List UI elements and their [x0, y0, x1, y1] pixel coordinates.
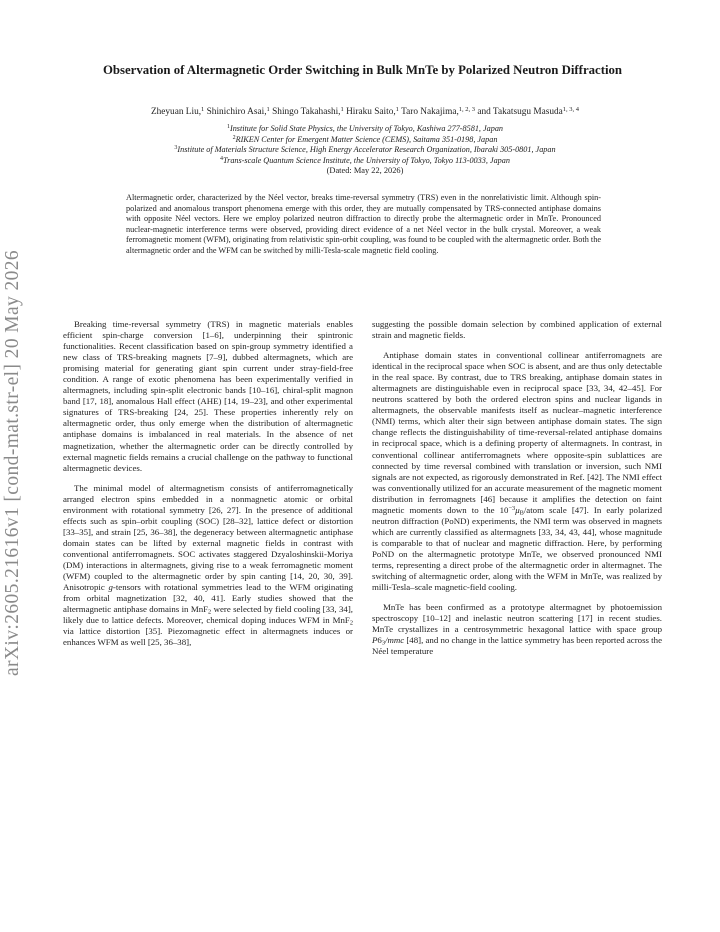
author-affiliation-marker: 1, 3, 4 — [562, 106, 580, 113]
author-affiliation-marker: 1, 2, 3 — [458, 106, 476, 113]
math-symbol: P — [372, 635, 378, 646]
text-run: /atom scale [47]. In early polarized neutron diffraction (PoND) experiments, the NMI term was observed in magnets which are currently classified as altermagnets [33, 34, 43, 44], whose magnitude is comparable to that of nuclear and magnetic diffraction. Here, by performing PoND on the altermagnetic prototype MnTe, we observed pronounced NMI terms, representing a direct probe of the altermagnetic order in altermagnet. The switching of altermagnetic order, along with the WFM in MnTe, was realized by milli-Tesla–scale magnetic-field cooling. — [372, 504, 662, 593]
affiliation-text: Institute of Materials Structure Science, High Energy Accelerator Research Organization, Ibaraki 305-0801, Japan — [177, 145, 556, 155]
author-name: Hiraku Saito, — [343, 107, 396, 117]
paper-title: Observation of Altermagnetic Order Switching in Bulk MnTe by Polarized Neutron Diffraction — [102, 63, 623, 77]
math-symbol: g — [108, 582, 113, 593]
text-run: -tensors with rotational symmetries lead to the WFM originating from orbital magnetization [32, 40, 41]. Early studies showed that the altermagnetic antiphase domains in MnF — [63, 582, 353, 615]
author-affiliation-marker: 1 — [201, 106, 205, 113]
paragraph — [372, 602, 662, 657]
text-run: MnTe has been confirmed as a prototype altermagnet by photoemission spectroscopy [10–12] and inelastic neutron scattering [17] in recent studies. MnTe crystallizes in a centrosymmetric hexagonal lattice with space group — [372, 602, 662, 635]
author-name: and Takatsugu Masuda — [475, 107, 563, 117]
author-list — [30, 106, 700, 118]
subscript: 3 — [381, 639, 385, 647]
affiliation-list — [30, 124, 700, 177]
abstract: Altermagnetic order, characterized by the Néel vector, breaks time-reversal symmetry (TRS) even in the nonrelativistic limit. Although spin-polarized and anomalous transport phenomena emerge with this order, they are mutually compensated by TRS-connected antiphase domains with opposite Néel vectors. Here we employ polarized neutron diffraction to directly probe the altermagnetic order in MnTe. Pronounced nuclear-magnetic interference terms were observed, providing direct evidence of a net Néel vector in the bulk crystal. Moreover, a weak ferromagnetic moment (WFM), originating from relativistic spin-orbit coupling, was found to be coupled with the altermagnetic order. Both the altermagnetic order and the WFM can be switched by milli-Tesla-scale magnetic field cooling. — [126, 193, 601, 255]
affiliation-number: 2 — [232, 134, 236, 141]
text-run: via lattice distortion [35]. Piezomagnetic effect in altermagnets induces or enhances WFM as well [25, 36–38], — [63, 626, 353, 648]
paragraph-continuation: suggesting the possible domain selection by combined application of external strain and magnetic fields. — [372, 319, 662, 341]
paragraph: Breaking time-reversal symmetry (TRS) in magnetic materials enables efficient spin-charge conversion [1–6], underpinning their spintronic functionalities. Recent classification based on spin-group symmetry identified a new class of TRS-breaking magnets [7–9], dubbed altermagnets, which are promising material for generating giant spin current under stray-field-free condition. A range of exotic phenomena has been experimentally verified in altermagnets, including spin-split electronic bands [10–16], chiral-split magnon band [17, 18], anomalous Hall effect (AHE) [14, 19–23], and other experimental signatures of TRS-breaking [24, 25]. These properties inherently rely on altermagnetic order, thus only emerge when the distribution of altermagnetic antiphase domains is imbalanced in real materials. In the absence of net magnetization, whether the altermagnetic order can be directly controlled by external magnetic fields remains a crucial challenge on the pathway to functional altermagnetic devices. — [63, 319, 353, 473]
author-name: Zheyuan Liu, — [150, 107, 202, 117]
author-name: Shinichiro Asai, — [204, 107, 267, 117]
date-line: (Dated: May 22, 2026) — [326, 166, 404, 176]
affiliation-number: 3 — [174, 145, 178, 152]
subscript: 2 — [208, 608, 212, 616]
affiliation-3 — [30, 145, 700, 156]
text-run: Antiphase domain states in conventional collinear antiferromagnets are identical in the reciprocal space when SOC is absent, and are thus only detectable in the real space. By contrast, due to TRS breaking, antiphase domain states in altermagnets are distinguishable even in reciprocal space [33, 34, 42–45]. For neutrons scattered by both the ordered electron spins and nuclear ligands in altermagnets, the observable manifests itself as nuclear–magnetic interference (NMI) terms, which alter their sign between antiphase domain states. The sign change reflects the distinguishability of time-reversal-related antiphase domains in reciprocal space, which is a defining property of altermagnets. In contrast, in conventional collinear antiferromagnets where opposite-spin sublattices are connected by time reversal combined with translation or inversion, such NMI signals are not expected, as rigorously demonstrated in Ref. [42]. The NMI effect was conventionally utilized for an accurate measurement of the magnetic moment distribution in ferromagnets [46] because it amplifies the detection on faint magnetic moments down to the 10 — [372, 350, 662, 515]
left-column — [63, 319, 353, 657]
affiliation-number: 4 — [220, 155, 224, 162]
arxiv-identifier[interactable]: arXiv:2605.21616v1 [cond-mat.str-el] 20 May 2026 — [2, 249, 23, 677]
affiliation-1 — [30, 124, 700, 135]
affiliation-text: RIKEN Center for Emergent Matter Science (CEMS), Saitama 351-0198, Japan — [235, 134, 498, 144]
text-run: 6 — [377, 635, 382, 646]
affiliation-number: 1 — [226, 124, 230, 130]
author-name: Shingo Takahashi, — [269, 107, 341, 117]
text-run: were selected by field cooling [33, 34], likely due to lattice defects. Moreover, chemical doping induces WFM in MnF — [63, 604, 354, 626]
affiliation-text: Institute for Solid State Physics, the University of Tokyo, Kashiwa 277-8581, Japan — [229, 124, 504, 133]
superscript: −3 — [508, 504, 516, 512]
author-name: Taro Nakajima, — [398, 107, 459, 117]
text-run: The minimal model of altermagnetism consists of antiferromagnetically arranged electron spins embedded in a nonmagnetic atomic or orbital environment with rotational symmetry [26, 27]. In the presence of additional effects such as spin–orbit coupling (SOC) [28–32], lattice defect or distortion [33–35], and strain [25, 36–38], the degeneracy between altermagnetic antiphase domain states can be lifted by external magnetic fields in contrast with conventional antiferromagnets. SOC activates staggered Dzyaloshinskii-Moriya (DM) interactions in altermagnets, giving rise to a weak ferromagnetic moment (WFM) coupled to the altermagnetic order by spin canting [14, 20, 30, 39]. Anisotropic — [63, 482, 353, 593]
math-symbol: /mmc — [384, 635, 405, 646]
affiliation-2 — [30, 135, 700, 146]
text-run: [48], and no change in the lattice symmetry has been reported across the Néel temperature — [372, 635, 662, 657]
author-affiliation-marker: 1 — [340, 106, 344, 113]
subscript: B — [519, 509, 524, 517]
math-symbol: μ — [515, 504, 520, 515]
right-column — [372, 319, 662, 666]
author-affiliation-marker: 1 — [266, 106, 270, 113]
paragraph — [63, 483, 353, 649]
affiliation-text: Trans-scale Quantum Science Institute, the University of Tokyo, Tokyo 113-0033, Japan — [223, 155, 510, 165]
author-affiliation-marker: 1 — [395, 106, 399, 113]
subscript: 2 — [349, 619, 353, 627]
affiliation-4 — [30, 156, 700, 167]
paragraph — [372, 350, 662, 593]
